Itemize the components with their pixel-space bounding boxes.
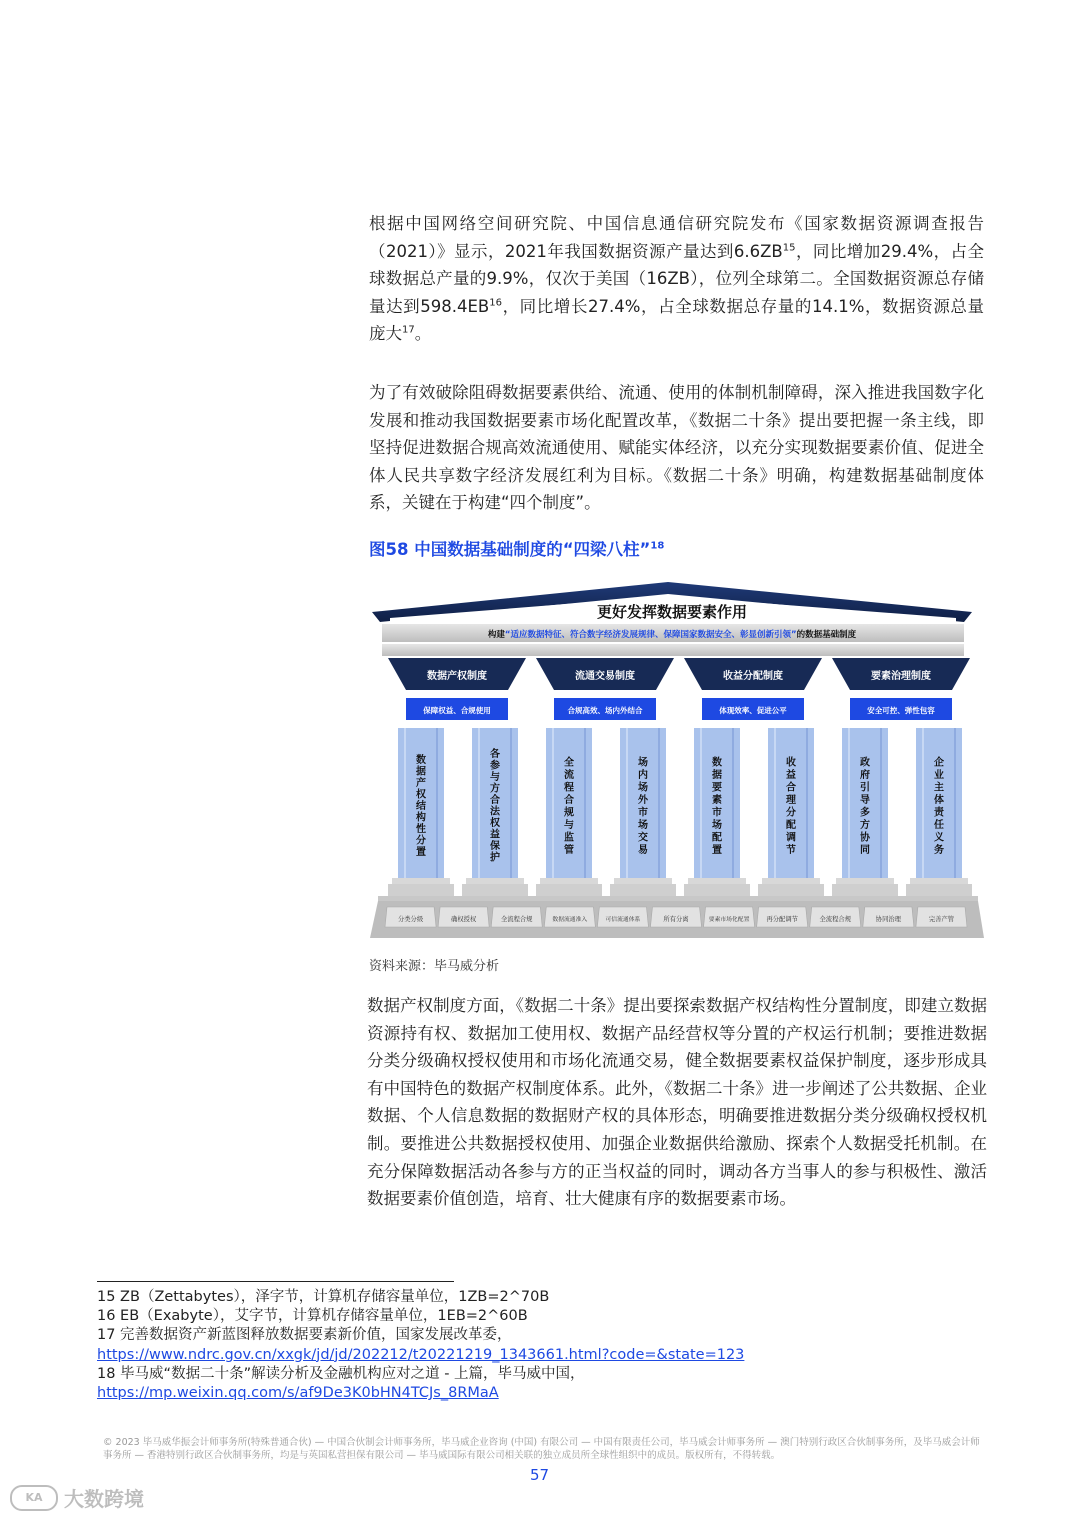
pillar-label-char: 置	[712, 845, 722, 856]
footnote-18-link[interactable]: https://mp.weixin.qq.com/s/af9De3K0bHN4TCJs_8RMaA	[97, 1385, 499, 1402]
pillar-label-char: 权	[416, 789, 426, 801]
pillar-label-char: 管	[564, 845, 574, 856]
pillar-plinth	[536, 884, 602, 896]
pillar-base	[392, 878, 450, 884]
footnote-16: 16 EB（Exabyte），艾字节，计算机存储容量单位，1EB=2^60B	[97, 1308, 528, 1325]
pillar-label-char: 分	[786, 807, 796, 819]
pillar-label-char: 与	[564, 820, 574, 831]
pillar-label-char: 内	[638, 770, 648, 781]
roof-title: 更好发挥数据要素作用	[596, 603, 748, 621]
pillar-label-char: 要	[712, 782, 722, 794]
pillar-label-char: 据	[416, 766, 426, 778]
pillar-label-char: 场	[638, 757, 648, 769]
pillar-label-char: 与	[490, 772, 500, 783]
pillar-label-char: 引	[860, 782, 870, 794]
pillars-group	[388, 658, 972, 896]
pillar-flute	[436, 728, 438, 878]
figure-source: 资料来源：毕马威分析	[369, 959, 500, 974]
pillar-label-char: 场	[638, 820, 648, 831]
pillar-label-char: 流	[564, 770, 574, 781]
text-run: 。	[414, 324, 432, 344]
text-run: 根据中国网络空间研究院、中国信息通信研究院发布《国家数据资源调查报告（2021）》显示，2021年我国数据资源产量达到6.6ZB	[369, 214, 984, 261]
footnote-divider	[97, 1281, 454, 1282]
figure-title-text: 图58 中国数据基础制度的“四梁八柱”	[369, 540, 651, 559]
pillar-plinth	[462, 884, 528, 896]
pillar-label-char: 企	[934, 757, 944, 769]
footnote-ref-15[interactable]: 15	[782, 242, 796, 254]
pillar-label-char: 配	[712, 832, 722, 844]
pillar-flute	[478, 728, 480, 878]
pillar-label-char: 方	[490, 783, 500, 795]
pillar-label-char: 场	[712, 820, 722, 831]
footnote-ref-16[interactable]: 16	[489, 297, 502, 309]
pillar-flute	[774, 728, 776, 878]
goal-label: 安全可控、弹性包容	[867, 706, 935, 715]
pillar-label-char: 数	[712, 757, 722, 769]
pillar-label-char: 收	[786, 757, 796, 769]
capital-label: 要素治理制度	[871, 671, 931, 682]
pillar-flute	[404, 728, 406, 878]
pillar-label-char: 任	[934, 820, 944, 831]
pillar-label-char: 合	[786, 782, 796, 794]
base-label: 再分配调节	[766, 916, 798, 923]
base-label: 所有分离	[663, 916, 689, 923]
pillar-label-char: 各	[490, 749, 500, 760]
pillar-label-char: 府	[860, 770, 870, 781]
pillar-plinth	[832, 884, 898, 896]
pillar-base	[466, 878, 524, 884]
base-label: 可信流通体系	[605, 917, 641, 923]
pillar-base	[762, 878, 820, 884]
pillar-plinth	[758, 884, 824, 896]
base-label: 完善产管	[928, 916, 955, 923]
pillar-label-char: 益	[786, 770, 796, 781]
pillar-base	[540, 878, 598, 884]
pillar-label-char: 同	[860, 845, 870, 856]
watermark	[10, 1483, 144, 1512]
pillar-label-char: 调	[786, 832, 796, 844]
pillar-label-char: 体	[934, 795, 944, 806]
pillar-label-char: 性	[416, 823, 426, 835]
text-run: ，同比增加29.4%，占全球数据总产量的9.9%，仅次于美国（16ZB），位列全球第二。全国数据资源总存储量达到598.4EB	[369, 241, 984, 316]
pillar-label-char: 益	[490, 829, 500, 841]
pillar-label-char: 权	[490, 818, 500, 829]
footnote-15: 15 ZB（Zettabytes），泽字节，计算机存储容量单位，1ZB=2^70B	[97, 1289, 550, 1305]
pillar-label-char: 市	[638, 807, 648, 819]
pillar-label-char: 方	[860, 820, 870, 831]
property-rights-paragraph: 数据产权制度方面，《数据二十条》提出要探索数据产权结构性分置制度，即建立数据资源持有权、数据加工使用权、数据产品经营权等分置的产权运行机制；要推进数据分类分级确权授权使用和市场化流通交易，健全数据要素权益保护制度，逐步形成具有中国特色的数据产权制度体系。此外，《数据二十条》进一步阐述了公共数据、企业数据、个人信息数据的数据财产权的具体形态，明确要推进数据分类分级确权授权机制。要推进公共数据授权使用、加强企业数据供给激励、探索个人数据受托机制。在充分保障数据活动各参与方的正当权益的同时，调动各方当事人的参与积极性、激活数据要素价值创造，培育、壮大健康有序的数据要素市场。	[367, 996, 987, 1209]
footnote-ref-17[interactable]: 17	[402, 324, 415, 336]
pillar-label-char: 结	[416, 800, 426, 812]
pillar-flute	[880, 728, 882, 878]
pillar-flute	[552, 728, 554, 878]
pillar-label-char: 护	[490, 852, 500, 864]
pillar-flute	[700, 728, 702, 878]
footnote-17: 17 完善数据资产新蓝图释放数据要素新价值，国家发展改革委，	[97, 1327, 512, 1344]
pillar-base	[910, 878, 968, 884]
base-label: 协同治理	[875, 916, 901, 923]
pillar-flute	[658, 728, 660, 878]
pillar-base	[836, 878, 894, 884]
beam-text-prefix: 构建	[487, 630, 505, 640]
pillar-label-char: 法	[490, 806, 500, 818]
pillar-label-char: 场	[638, 782, 648, 794]
goal-label: 保障权益、合规使用	[423, 706, 491, 715]
page-number: 57	[530, 1466, 550, 1484]
pillar-label-char: 业	[934, 770, 944, 781]
pillar-label-char: 分	[416, 835, 426, 847]
pillar-label-char: 外	[638, 795, 648, 806]
base-label: 确权授权	[451, 916, 477, 923]
pillar-label-char: 理	[786, 795, 796, 806]
four-beams-eight-pillars-diagram	[368, 578, 986, 942]
pillar-label-char: 合	[564, 795, 574, 806]
pillar-label-char: 政	[860, 757, 870, 769]
beam-text-highlight: “适应数据特征、符合数字经济发展规律、保障国家数据安全、彰显创新引领”	[504, 630, 797, 640]
pillar-base	[688, 878, 746, 884]
pillar-label-char: 构	[416, 812, 426, 824]
figure-title	[369, 536, 664, 560]
capital-label: 流通交易制度	[575, 671, 635, 682]
pillar-label-char: 据	[712, 770, 722, 781]
capital-label: 收益分配制度	[723, 671, 783, 682]
pillar-flute	[732, 728, 734, 878]
goal-label: 体现效率、促进公平	[719, 706, 787, 715]
goal-label: 合规高效、场内外结合	[567, 706, 643, 715]
base-label: 分类分级	[397, 916, 424, 923]
pillar-label-char: 配	[786, 820, 796, 831]
stylobate-top	[378, 896, 978, 901]
pillar-label-char: 市	[712, 807, 722, 819]
pillar-flute	[626, 728, 628, 878]
pillar-flute	[922, 728, 924, 878]
capital-label: 数据产权制度	[427, 671, 487, 682]
beam-text-suffix: 的数据基础制度	[796, 630, 857, 640]
beam-text	[487, 629, 857, 640]
pillar-label-char: 数	[416, 754, 426, 766]
pillar-label-char: 合	[490, 795, 500, 806]
pillar-plinth	[684, 884, 750, 896]
pillar-label-char: 全	[564, 757, 574, 769]
pillar-base	[614, 878, 672, 884]
pillar-label-char: 多	[860, 807, 870, 819]
pillar-label-char: 程	[564, 782, 574, 794]
pillar-label-char: 监	[564, 832, 574, 844]
pillar-label-char: 参	[490, 760, 500, 772]
base-label: 数据流通准入	[552, 917, 588, 923]
pillar-label-char: 务	[934, 845, 944, 856]
pillar-label-char: 节	[786, 845, 796, 856]
pillar-label-char: 素	[712, 795, 722, 806]
pillar-label-char: 义	[934, 832, 944, 844]
pillar-flute	[510, 728, 512, 878]
pillar-label-char: 协	[860, 832, 870, 844]
footnotes	[97, 1288, 977, 1403]
pillar-plinth	[388, 884, 454, 896]
pillar-label-char: 主	[934, 782, 944, 794]
pillar-label-char: 易	[638, 845, 648, 856]
watermark-text: 大数跨境	[64, 1487, 144, 1511]
pillar-plinth	[906, 884, 972, 896]
pillar-label-char: 导	[860, 795, 870, 806]
base-label: 全流程合规	[819, 916, 852, 923]
pillar-plinth	[610, 884, 676, 896]
pillar-label-char: 责	[934, 807, 944, 819]
footnote-17-link[interactable]: https://www.ndrc.gov.cn/xxgk/jd/jd/202212/t20221219_1343661.html?code=&state=123	[97, 1346, 745, 1363]
architrave	[382, 644, 964, 656]
pillar-label-char: 规	[564, 807, 574, 819]
pillar-flute	[806, 728, 808, 878]
pillar-flute	[584, 728, 586, 878]
intro-paragraph	[369, 210, 984, 348]
base-label: 要素市场化配置	[708, 917, 750, 923]
pillar-label-char: 保	[490, 841, 500, 852]
watermark-logo-icon: KA	[10, 1485, 58, 1511]
copyright-notice: © 2023 毕马威华振会计师事务所(特殊普通合伙) — 中国合伙制会计师事务所，毕马威企业咨询 (中国) 有限公司 — 中国有限责任公司，毕马威会计师事务所 — 澳门特别行政区合伙制事务所，及毕马威会计师事务所 — 香港特别行政区合伙制事务所，均是与英国私营担保有限公司 — 毕马威国际有限公司相关联的独立成员所全球性组织中的成员。版权所有，不得转载。	[103, 1437, 980, 1461]
pillar-flute	[848, 728, 850, 878]
pillar-label-char: 交	[638, 832, 648, 844]
base-label: 全流程合规	[500, 916, 533, 923]
footnote-ref-18[interactable]: 18	[650, 540, 665, 552]
pillar-label-char: 置	[416, 846, 426, 858]
base-labels-group	[385, 907, 967, 927]
text-run: ，同比增长27.4%，占全球数据总存量的14.1%，数据资源总量庞大	[369, 296, 984, 344]
pillar-label-char: 产	[416, 777, 426, 789]
policy-paragraph: 为了有效破除阻碍数据要素供给、流通、使用的体制机制障碍，深入推进我国数字化发展和推动我国数据要素市场化配置改革，《数据二十条》提出要把握一条主线，即坚持促进数据合规高效流通使用、赋能实体经济，以充分实现数据要素价值、促进全体人民共享数字经济发展红利为目标。《数据二十条》明确，构建数据基础制度体系，关键在于构建“四个制度”。	[369, 383, 984, 513]
footnote-18: 18 毕马威“数据二十条”解读分析及金融机构应对之道 - 上篇，毕马威中国，	[97, 1365, 585, 1382]
pillar-flute	[954, 728, 956, 878]
